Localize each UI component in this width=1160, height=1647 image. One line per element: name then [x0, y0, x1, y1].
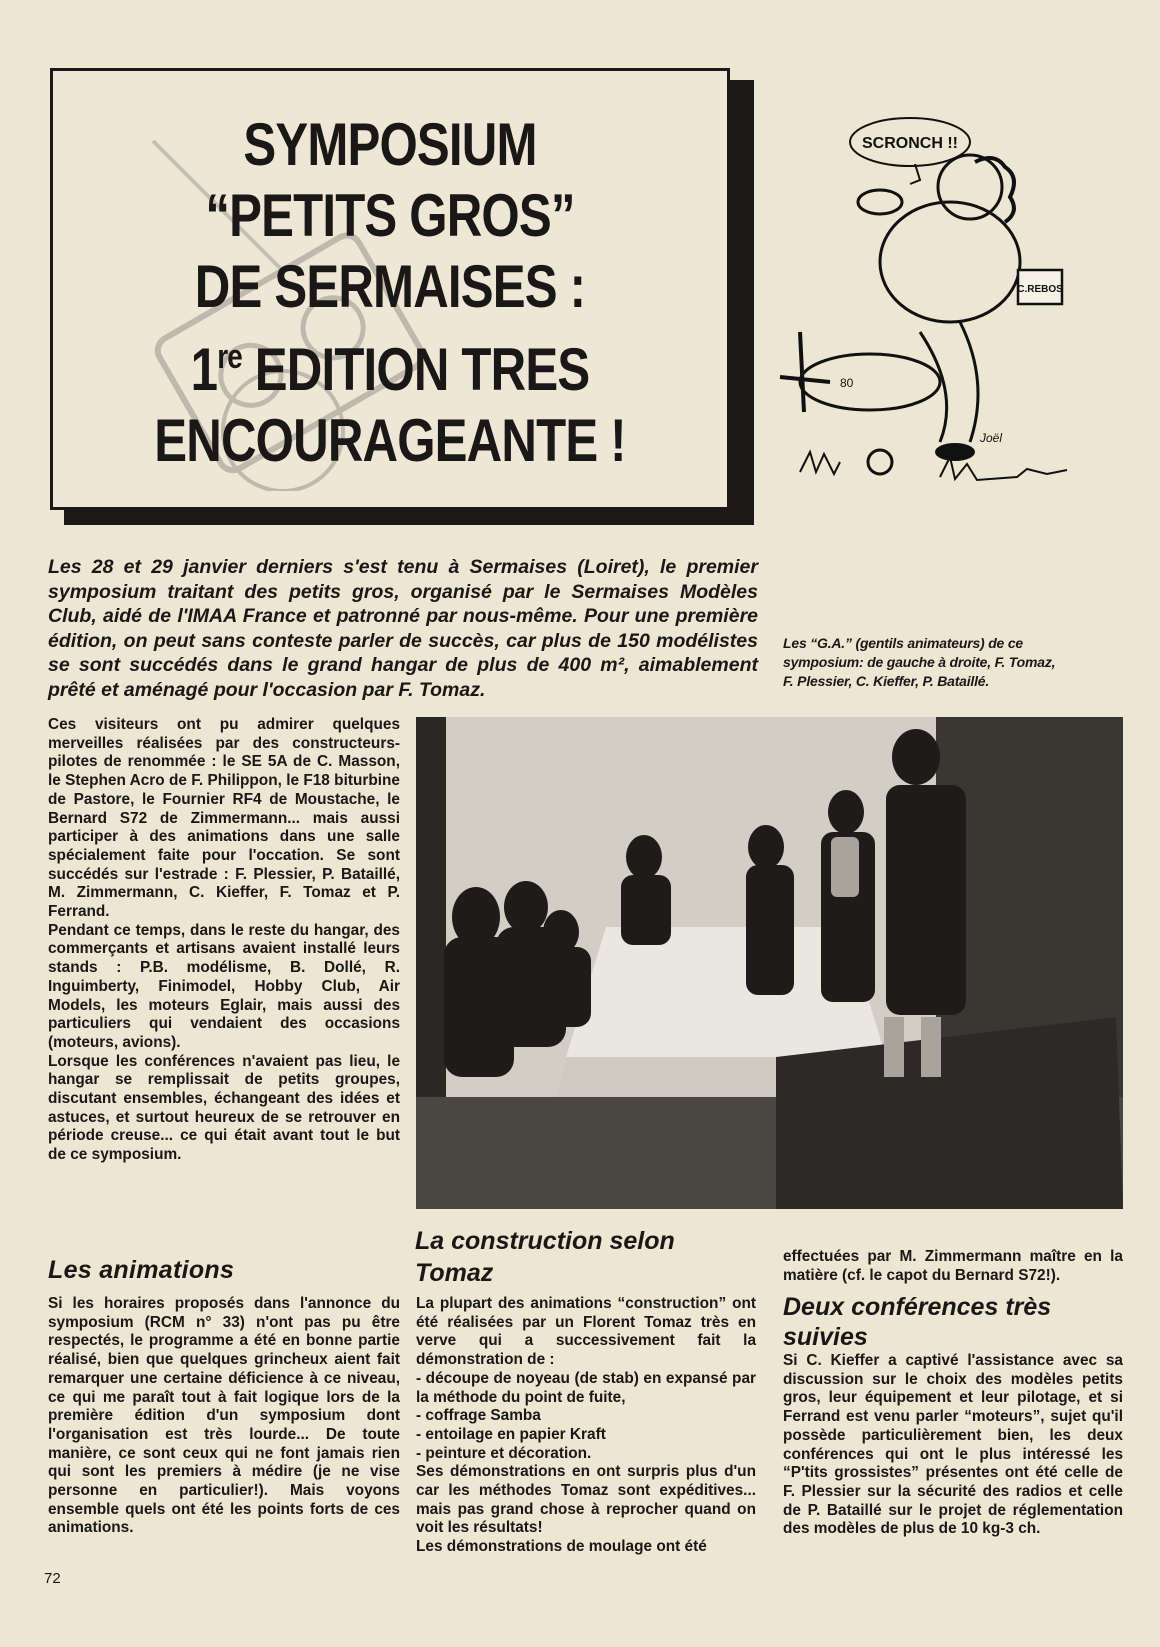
col2-list-item-3: - entoilage en papier Kraft: [416, 1425, 606, 1443]
heading-animations: Les animations: [48, 1256, 235, 1284]
intro-paragraph: Les 28 et 29 janvier derniers s'est tenu à Sermaises (Loiret), le premier symposium traitant des petits gros, organisé par le Sermaises Modèles Club, aidé de l'IMAA France et patronné par nous-même. Pour une première édition, on peut sans conteste parler de succès, car plus de 150 modélistes se sont succédés dans le grand hangar de plus de 400 m², aimablement prêté et aménagé pour l'occasion par F. Tomaz.: [48, 556, 758, 701]
title-line-5: ENCOURAGEANTE !: [154, 407, 626, 474]
column-3-top: [783, 1248, 1123, 1285]
title-edition-suffix: re: [217, 338, 242, 376]
heading-construction: La construction selon Tomaz: [415, 1227, 675, 1287]
cartoon-bubble-text: SCRONCH !!: [862, 135, 958, 152]
col3-paragraph: Si C. Kieffer a captivé l'assistance avec sa discussion sur le choix des modèles petits gros, leur équipement et leur pilotage, et si Ferrand est venu parler “moteurs”, sujet qu'il possède particulièrement bien, les deux conférences qui ont le plus intéressé les “P'tits grossistes” présentes ont été celle de F. Plessier sur la sécurité des radios et celle de P. Bataillé sur le projet de réglementation des modèles de plus de 10 kg-3 ch.: [783, 1352, 1123, 1538]
heading-conferences: Deux conférences très suivies: [783, 1293, 1052, 1351]
col1-paragraph-1: Ces visiteurs ont pu admirer quelques merveilles réalisées par des constructeurs-pilotes de renommée : le SE 5A de C. Masson, le Stephen Acro de F. Philippon, le F18 biturbine de Pastore, le Fournier RF4 de Moustache, le Bernard S72 de Zimmermann... mais aussi participer à des animations dans une salle spécialement faite pour l'occation. Se sont succédés sur l'estrade : F. Plessier, P. Bataillé, M. Zimmermann, C. Kieffer, F. Tomaz et P. Ferrand.: [48, 716, 400, 921]
caption-lead: Les “G.A.” (gentils animateurs) de ce symposium: [783, 635, 1023, 670]
col1b-paragraph: Si les horaires proposés dans l'annonce du symposium (RCM n° 33) n'ont pas pu être respectés, le programme a été en bonne partie réalisé, bien que quelques grincheux aient fait remarquer une certaine déficience à ce niveau, ce qui me paraît tout à fait logique lors de la première édition d'un symposium dont l'organisation est très lourde... De toute manière, ce sont ceux qui ne font jamais rien qui sont les premiers à médire (je ne vise personne en particulier!). Mais voyons ensemble quels ont été les points forts de ces animations.: [48, 1295, 400, 1537]
caption-rest: : de gauche à droite, F. Tomaz, F. Plessier, C. Kieffer, P. Bataillé.: [783, 654, 1056, 689]
col2-paragraph-3: Les démonstrations de moulage ont été: [416, 1538, 707, 1556]
column-1: [48, 716, 400, 1165]
col2-list-item-4: - peinture et décoration.: [416, 1444, 592, 1462]
event-photo: [416, 717, 1123, 1209]
column-2: [416, 1295, 756, 1557]
col1-paragraph-2: Pendant ce temps, dans le reste du hangar, des commerçants et artisans avaient installé leurs stands : P.B. modélisme, B. Dollé, R. Inguimberty, Finimodel, Hobby Club, Air Models, les moteurs Eglair, mais aussi des particuliers qui vendaient des occasions (moteurs, avions).: [48, 921, 400, 1051]
title-line-4: [114, 322, 667, 405]
col3-continuation: effectuées par M. Zimmermann maître en la matière (cf. le capot du Bernard S72!).: [783, 1248, 1123, 1284]
column-3: [783, 1352, 1123, 1539]
col2-list-item-1: - découpe de noyeau (de stab) en expansé par la méthode du point de fuite,: [416, 1369, 756, 1406]
page-title: [114, 109, 667, 476]
title-line-1: SYMPOSIUM: [243, 111, 537, 178]
col1-paragraph-3: Lorsque les conférences n'avaient pas lieu, le hangar se remplissait de petits groupes, discutant ensembles, échangeant des idées et astuces, et surtout heureux de se retrouver en période creuse... ce qui était avant tout le but de ce symposium.: [48, 1052, 400, 1164]
title-line-3: DE SERMAISES :: [194, 253, 586, 320]
cartoon-tag-text: C.REBOS: [1017, 284, 1063, 295]
cartoon-plane-number: 80: [840, 376, 854, 390]
col2-paragraph-1: La plupart des animations “construction” ont été réalisées par un Florent Tomaz très en verve qui a successivement fait la démonstration de :: [416, 1295, 756, 1369]
title-edition-number: 1: [190, 336, 218, 403]
page-number: 72: [44, 1570, 61, 1587]
title-box: [50, 68, 730, 510]
photo-caption: [783, 634, 1068, 691]
event-photo-image: [416, 717, 1123, 1209]
title-line-2: “PETITS GROS”: [205, 182, 575, 249]
col2-paragraph-2: Ses démonstrations en ont surpris plus d'un car les méthodes Tomaz sont expéditives... mais pas grand chose à reprocher quand on voit les résultats!: [416, 1463, 756, 1537]
cartoon-signature: Joël: [980, 431, 1003, 445]
col2-list-item-2: - coffrage Samba: [416, 1407, 541, 1425]
title-edition-text: EDITION TRES: [241, 336, 590, 403]
cartoon-illustration: [770, 92, 1120, 512]
column-1-lower: [48, 1295, 400, 1538]
